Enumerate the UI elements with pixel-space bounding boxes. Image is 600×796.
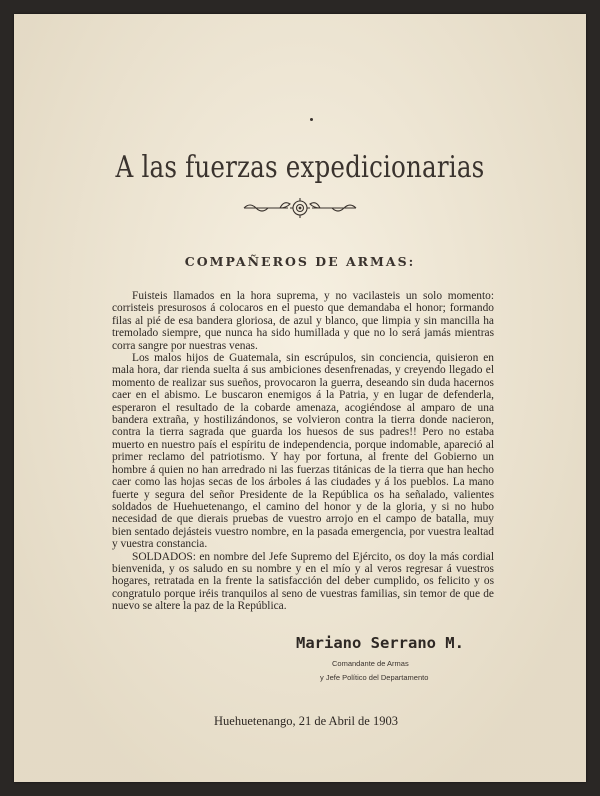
- salutation-heading: COMPAÑEROS DE ARMAS:: [184, 254, 416, 269]
- scroll-flourish-icon: [240, 194, 360, 222]
- place-date: Huehuetenango, 21 de Abril de 1903: [214, 714, 398, 728]
- paragraph: Fuisteis llamados en la hora suprema, y no vacilasteis un solo momento: corristeis presurosos á colocaros en el puesto que demandaba el honor; formando filas al pié de esa bandera gloriosa, de azul y blanco, que limpia y sin mancilla ha tremolado siempre, que nunca ha sido humillada y que no lo será jamás mientras corra sangre por nuestras venas.: [112, 290, 494, 352]
- paragraph: Los malos hijos de Guatemala, sin escrúpulos, sin conciencia, quisieron en mala hora, dar rienda suelta á sus ambiciones desenfrenadas, y creyendo llegado el momento de realizar sus sueños, provocaron la guerra, deseando sin duda hacernos caer en el abismo. Le buscaron enemigos á la Patria, y en lugar de defenderla, esperaron el resultado de la cobarde amenaza, acogiéndose al amparo de una bandera extraña, y hostilizándonos, se volvieron contra la tierra donde nacieron, contra la tierra sagrada que guarda los huesos de sus padres!! Pero no estaba muerto en nuestro país el espíritu de independencia, porque indomable, apareció al primer reclamo del patriotismo. Y hay por fortuna, al frente del Gobierno un hombre á quien no han arredrado ni las fuerzas titánicas de la tierra que han hecho caer como las hojas secas de los árboles á las ciudades y á los pueblos. La mano fuerte y segura del señor Presidente de la República os ha señalado, valientes soldados de Huehuetenango, el camino del honor y de la gloria, y si no hubo necesidad de que dierais pruebas de vuestro arrojo en el campo de batalla, muy bien sentado dejásteis vuestro nombre, en la pasada emergencia, por vuestra lealtad y vuestra constancia.: [112, 352, 494, 551]
- paragraph: SOLDADOS: en nombre del Jefe Supremo del Ejército, os doy la más cordial bienvenida, y os saludo en su nombre y en el mío y al veros regresar á vuestros hogares, retratada en la frente la satisfacción del deber cumplido, os felicito y os congratulo porque iréis tranquilos al seno de vuestras familias, sin temor de que de nuevo se altere la paz de la República.: [112, 550, 494, 613]
- page-title: A las fuerzas expedicionarias: [115, 150, 485, 185]
- proclamation-body: [112, 290, 494, 613]
- signature-name: Mariano Serrano M.: [296, 634, 464, 652]
- document-sheet: [14, 14, 586, 782]
- signature-role: Comandante de Armas: [332, 659, 409, 668]
- signature-role: y Jefe Político del Departamento: [320, 673, 429, 682]
- print-mark: [310, 118, 313, 121]
